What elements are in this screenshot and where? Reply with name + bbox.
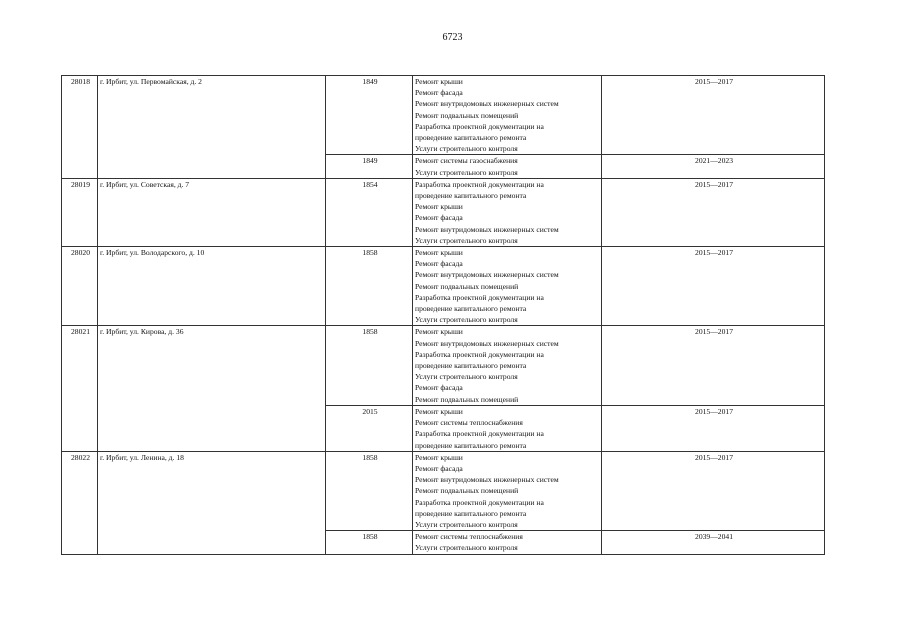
work-item: Услуги строительного контроля [415,144,518,154]
period-cell: 2015—2017 [602,76,825,155]
works-cell [413,531,602,554]
work-item: проведение капитального ремонта [415,508,527,518]
work-item: Ремонт крыши [415,248,463,258]
work-item: Ремонт внутридомовых инженерных систем [415,224,559,234]
address-cell: г. Ирбит, ул. Володарского, д. 10 [98,247,326,326]
period-cell: 2015—2017 [602,247,825,326]
period-cell: 2015—2017 [602,326,825,405]
works-list [415,452,601,530]
works-list [415,406,601,451]
period-cell: 2021—2023 [602,155,825,178]
year-cell: 1858 [326,247,413,326]
registry-table-body [62,76,825,555]
year-cell: 1849 [326,76,413,155]
work-item: Разработка проектной документации на [415,179,544,189]
work-item: Ремонт системы теплоснабжения [415,418,523,428]
year-cell: 1858 [326,451,413,530]
works-cell [413,405,602,451]
work-item: Ремонт фасада [415,259,463,269]
works-cell [413,326,602,405]
work-item: Ремонт подвальных помещений [415,394,519,404]
work-item: Ремонт крыши [415,452,463,462]
work-item: Разработка проектной документации на [415,497,544,507]
work-item: проведение капитального ремонта [415,191,527,201]
address-cell: г. Ирбит, ул. Ленина, д. 18 [98,451,326,554]
work-item: Ремонт подвальных помещений [415,486,519,496]
work-item: Разработка проектной документации на [415,429,544,439]
record-id-cell: 28018 [62,76,98,179]
works-cell [413,178,602,246]
work-item: Ремонт внутридомовых инженерных систем [415,99,559,109]
work-item: Услуги строительного контроля [415,235,518,245]
year-cell: 2015 [326,405,413,451]
works-cell [413,451,602,530]
table-row [62,451,825,530]
works-list [415,179,601,246]
work-item: Услуги строительного контроля [415,519,518,529]
works-list [415,531,601,553]
table-row [62,247,825,326]
work-item: проведение капитального ремонта [415,133,527,143]
work-item: Разработка проектной документации на [415,292,544,302]
work-item: Разработка проектной документации на [415,121,544,131]
record-id-cell: 28022 [62,451,98,554]
works-list [415,76,601,154]
table-row [62,178,825,246]
work-item: Ремонт подвальных помещений [415,110,519,120]
record-id-cell: 28021 [62,326,98,451]
period-cell: 2015—2017 [602,451,825,530]
work-item: Ремонт системы газоснабжения [415,156,518,166]
year-cell: 1854 [326,178,413,246]
work-item: проведение капитального ремонта [415,440,527,450]
work-item: Ремонт крыши [415,202,463,212]
period-cell: 2015—2017 [602,405,825,451]
work-item: Ремонт крыши [415,406,463,416]
record-id-cell: 28020 [62,247,98,326]
table-row [62,76,825,155]
period-cell: 2015—2017 [602,178,825,246]
work-item: Ремонт крыши [415,77,463,86]
work-item: Ремонт фасада [415,88,463,98]
work-item: Ремонт фасада [415,383,463,393]
year-cell: 1858 [326,531,413,554]
work-item: Ремонт подвальных помещений [415,281,519,291]
work-item: Услуги строительного контроля [415,315,518,325]
works-list [415,247,601,325]
works-cell [413,247,602,326]
work-item: Ремонт внутридомовых инженерных систем [415,270,559,280]
address-cell: г. Ирбит, ул. Советская, д. 7 [98,178,326,246]
work-item: Ремонт внутридомовых инженерных систем [415,338,559,348]
work-item: проведение капитального ремонта [415,361,527,371]
registry-table [61,75,825,555]
works-list [415,326,601,404]
work-item: Услуги строительного контроля [415,167,518,177]
address-cell: г. Ирбит, ул. Первомайская, д. 2 [98,76,326,179]
work-item: Ремонт системы теплоснабжения [415,532,523,542]
works-cell [413,155,602,178]
works-list [415,155,601,177]
record-id-cell: 28019 [62,178,98,246]
work-item: Ремонт фасада [415,213,463,223]
address-cell: г. Ирбит, ул. Кирова, д. 36 [98,326,326,451]
table-row [62,326,825,405]
work-item: Ремонт фасада [415,463,463,473]
work-item: Услуги строительного контроля [415,543,518,553]
year-cell: 1858 [326,326,413,405]
work-item: проведение капитального ремонта [415,304,527,314]
works-cell [413,76,602,155]
period-cell: 2039—2041 [602,531,825,554]
year-cell: 1849 [326,155,413,178]
work-item: Разработка проектной документации на [415,349,544,359]
work-item: Ремонт внутридомовых инженерных систем [415,475,559,485]
page-number: 6723 [442,32,463,43]
work-item: Услуги строительного контроля [415,372,518,382]
work-item: Ремонт крыши [415,327,463,337]
